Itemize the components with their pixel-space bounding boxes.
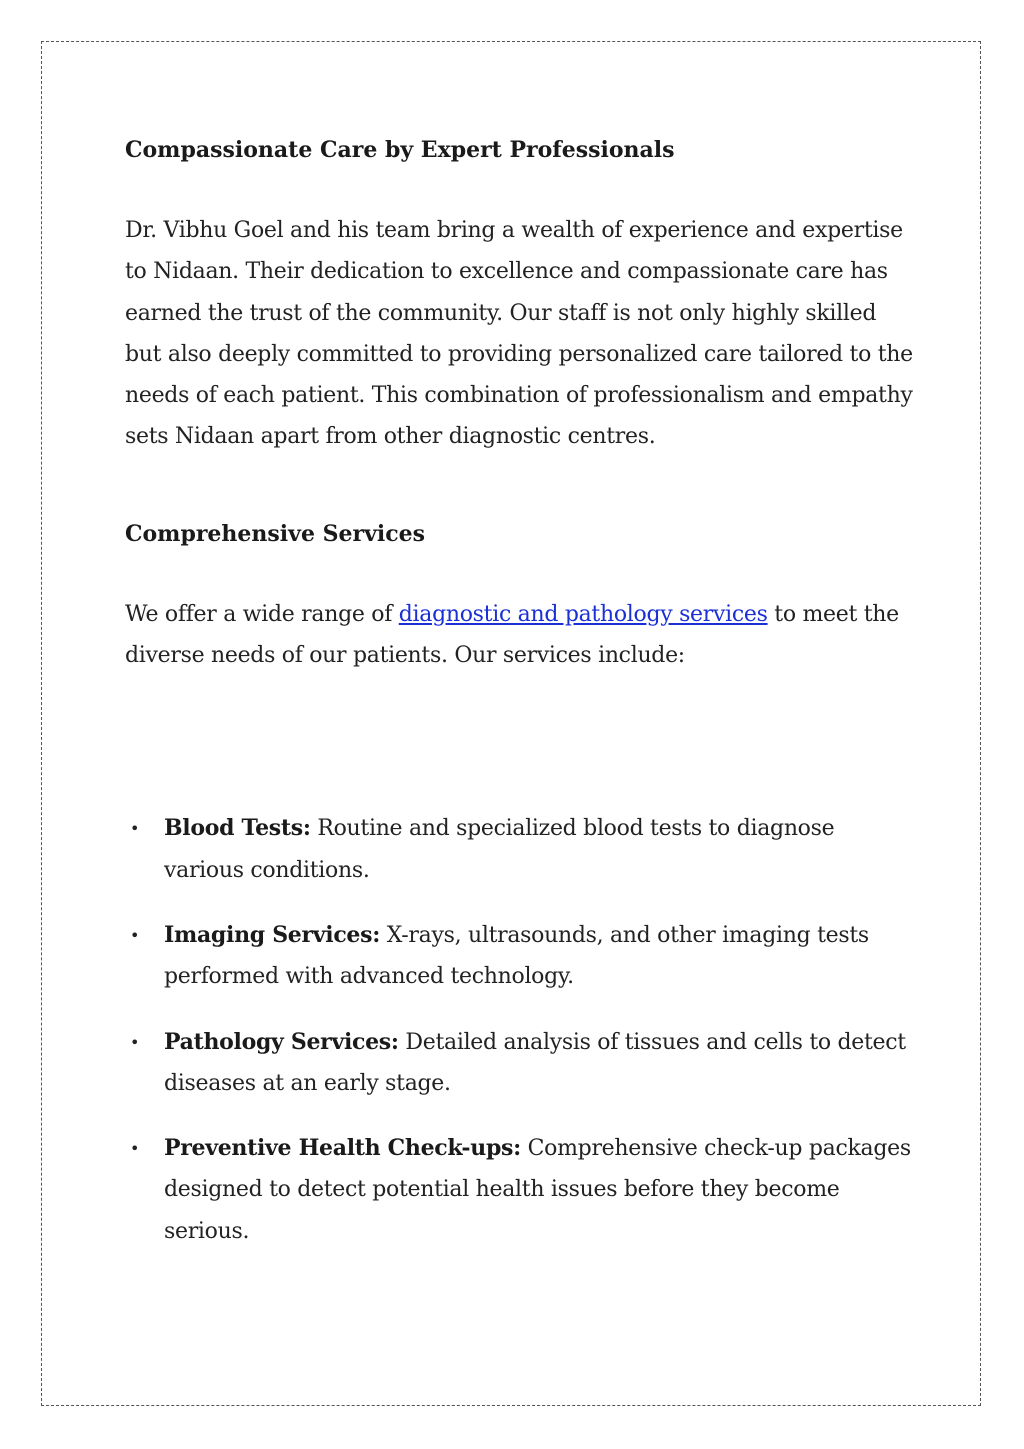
paragraph-services-intro (125, 594, 915, 677)
list-item (125, 915, 915, 998)
diagnostic-pathology-services-link[interactable]: diagnostic and pathology services (398, 601, 768, 627)
services-list (125, 808, 915, 1252)
service-title: Blood Tests: (164, 815, 311, 842)
bullet-icon: • (130, 1139, 140, 1159)
service-description: X-rays, ultrasounds, and other imaging tests performed with advanced technology. (164, 922, 869, 990)
service-title: Preventive Health Check-ups: (164, 1135, 521, 1162)
document-content (125, 134, 915, 1276)
bullet-icon: • (130, 1032, 140, 1052)
bullet-icon: • (130, 925, 140, 945)
service-title: Imaging Services: (164, 921, 381, 948)
list-item (125, 1128, 915, 1252)
document-page (41, 41, 981, 1406)
bullet-icon: • (130, 819, 140, 839)
section-heading-compassionate-care: Compassionate Care by Expert Professionals (125, 137, 675, 163)
services-intro-text-end: to meet the diverse needs of our patients. Our services include: (125, 601, 899, 669)
paragraph-team-description: Dr. Vibhu Goel and his team bring a wealth of experience and expertise to Nidaan. Their dedication to excellence and compassionate care has earned the trust of the community. Our staff is not only highly skilled but also deeply committed to providing personalized care tailored to the needs of each patient. This combination of professionalism and empathy sets Nidaan apart from other diagnostic centres. (125, 218, 913, 450)
service-description: Routine and specialized blood tests to diagnose various conditions. (164, 816, 835, 883)
list-item (125, 1022, 915, 1105)
service-title: Pathology Services: (164, 1028, 399, 1055)
section-heading-comprehensive-services: Comprehensive Services (125, 520, 425, 547)
service-description: Comprehensive check-up packages designed to detect potential health issues before they become serious. (164, 1136, 911, 1244)
service-description: Detailed analysis of tissues and cells to detect diseases at an early stage. (164, 1029, 906, 1096)
list-item (125, 808, 915, 891)
services-intro-text-start: We offer a wide range of (125, 601, 399, 627)
